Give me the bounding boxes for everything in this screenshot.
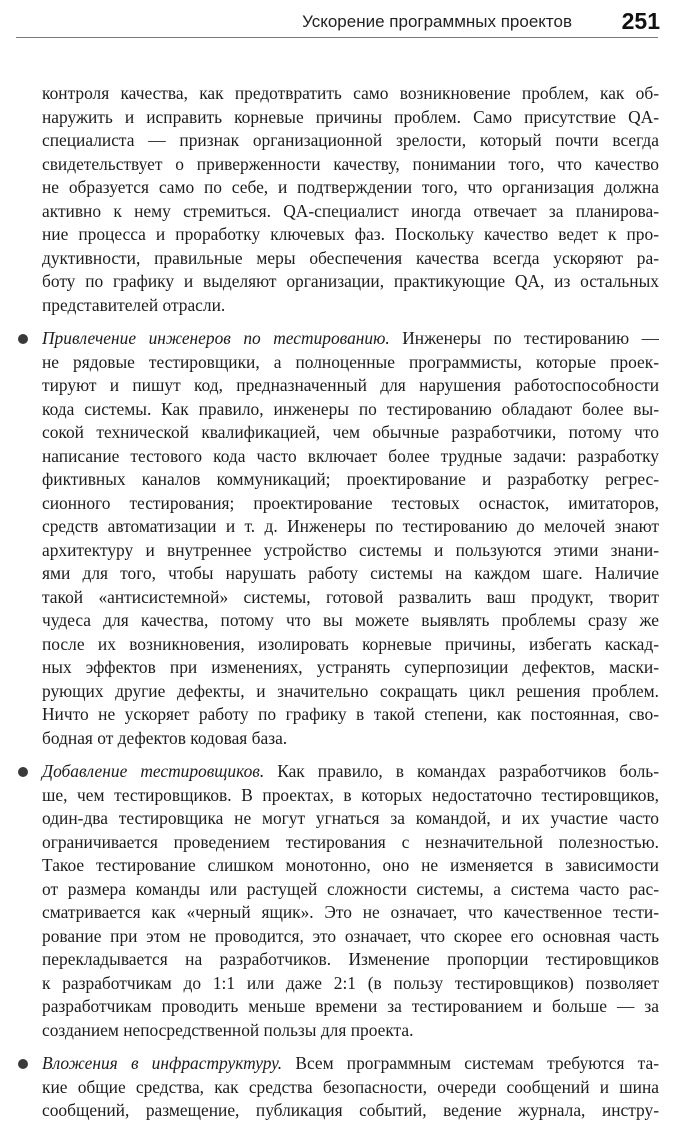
text-line: ограничивается проведением тестирования с незначительной полезностью. [42,831,659,852]
bullet-first-rest: Как правило, в командах разработчиков боль- [264,761,659,781]
bullet-icon [18,334,28,344]
text-line: к разработчикам до 1:1 или даже 2:1 (в пользу тестировщиков) позволяет [42,972,659,993]
text-line: ше, чем тестировщиков. В проектах, в которых недостаточно тестировщиков, [42,784,659,805]
text-line: перекладывается на разработчиков. Изменение пропорции тестировщиков [42,949,659,969]
text-line: сокой технической квалификацией, чем обычные разработчики, потому что [42,422,659,442]
text-line: разработчикам проводить меньше времени за тестированием и больше — за [42,996,659,1016]
text-line: сионного тестирования; проектирование тестовых оснасток, имитаторов, [42,492,659,513]
text-line: фиктивных каналов коммуникаций; проектирование и разработку регрес- [42,469,659,489]
page-number: 251 [621,8,660,34]
bullet-icon [18,1059,28,1069]
text-line: сообщений, размещение, публикация событий, ведение журнала, инстру- [42,1100,659,1120]
text-line: рование при этом не проводится, это означает, что скорее его основная часть [42,925,659,946]
running-head [0,0,676,38]
text-line: дуктивности, правильные меры обеспечения качества всегда ускоряют ра- [42,247,659,268]
text-line: созданием непосредственной пользы для проекта. [42,1019,414,1040]
text-line: после их возникновения, изолировать корневые причины, избегать каскад- [42,633,659,654]
text-line: такой «антисистемной» системы, готовой развалить ваш продукт, творит [42,586,659,607]
running-title: Ускорение программных проектов [302,12,572,31]
text-line: написание тестового кода часто включает более трудные задачи: разработку [42,445,659,466]
text-line: активно к нему стремиться. QA-специалист иногда отвечает за планирова- [42,200,659,221]
text-line: Ничто не ускоряет работу по графику в такой степени, как постоянная, сво- [42,704,659,724]
bullet-first-rest: Инженеры по тестированию — [389,328,659,348]
text-line: бодная от дефектов кодовая база. [42,727,288,748]
text-line: контроля качества, как предотвратить само возникновение проблем, как об- [42,83,659,103]
text-line: средств автоматизации и т. д. Инженеры по тестированию до мелочей знают [42,516,659,536]
bullet-first-line [0,1052,659,1076]
bullet-first-rest: Всем программным системам требуются та- [282,1053,659,1073]
bullet-first-line [0,760,659,784]
text-line: один-два тестировщика не могут угнаться за командой, и их участие часто [42,808,659,828]
bullet-icon [18,767,28,777]
text-line: кода системы. Как правило, инженеры по тестированию обладают более вы- [42,398,659,419]
text-line: не образуется само по себе, и подтверждении того, что организация должна [42,177,659,197]
text-line: чудеса для качества, потому что вы можете выявлять проблемы сразу же [42,610,659,630]
bullet-item-add-testers [0,760,676,1042]
text-line: Такое тестирование слишком монотонно, оно не изменяется в зависимости [42,855,659,875]
bullet-lead: Вложения в инфраструктуру. [42,1053,283,1073]
bullet-lead: Привлечение инженеров по тестированию. [42,328,390,348]
text-line: не рядовые тестировщики, а полноценные программисты, которые проек- [42,351,659,372]
text-line: ных эффектов при изменениях, устранять суперпозиции дефектов, маски- [42,657,659,677]
bullet-item-test-engineers [0,327,676,750]
page-body [0,82,676,1133]
text-line: свидетельствует о приверженности качеству, понимании того, что качество [42,153,659,174]
bullet-item-infrastructure [0,1052,676,1123]
text-line: боту по графику и выделяют организации, практикующие QA, из остальных [42,271,659,291]
text-line: от размера команды или растущей сложности системы, а система часто рас- [42,878,659,899]
text-line: рующих другие дефекты, и значительно сокращать цикл решения проблем. [42,680,659,701]
text-line: сматривается как «черный ящик». Это не означает, что качественное тести- [42,902,659,922]
text-line: представителей отрасли. [42,294,226,315]
bullet-lead: Добавление тестировщиков. [42,761,265,781]
text-line: ние процесса и проработку ключевых фаз. Поскольку качество ведет к про- [42,224,659,244]
bullet-first-line [0,327,659,351]
text-line: архитектуру и внутреннее устройство системы и пользуются этими знани- [42,539,659,560]
text-line: специалиста — признак организационной зрелости, который почти всегда [42,130,659,150]
text-line: кие общие средства, как средства безопасности, очереди сообщений и шина [42,1076,659,1097]
header-rule [16,37,658,38]
text-line: тируют и пишут код, предназначенный для нарушения работоспособности [42,375,659,395]
text-line: наружить и исправить корневые причины проблем. Само присутствие QA- [42,106,659,127]
text-line: ями для того, чтобы нарушать работу системы на каждом шаге. Наличие [42,563,659,583]
intro-paragraph [0,82,676,317]
